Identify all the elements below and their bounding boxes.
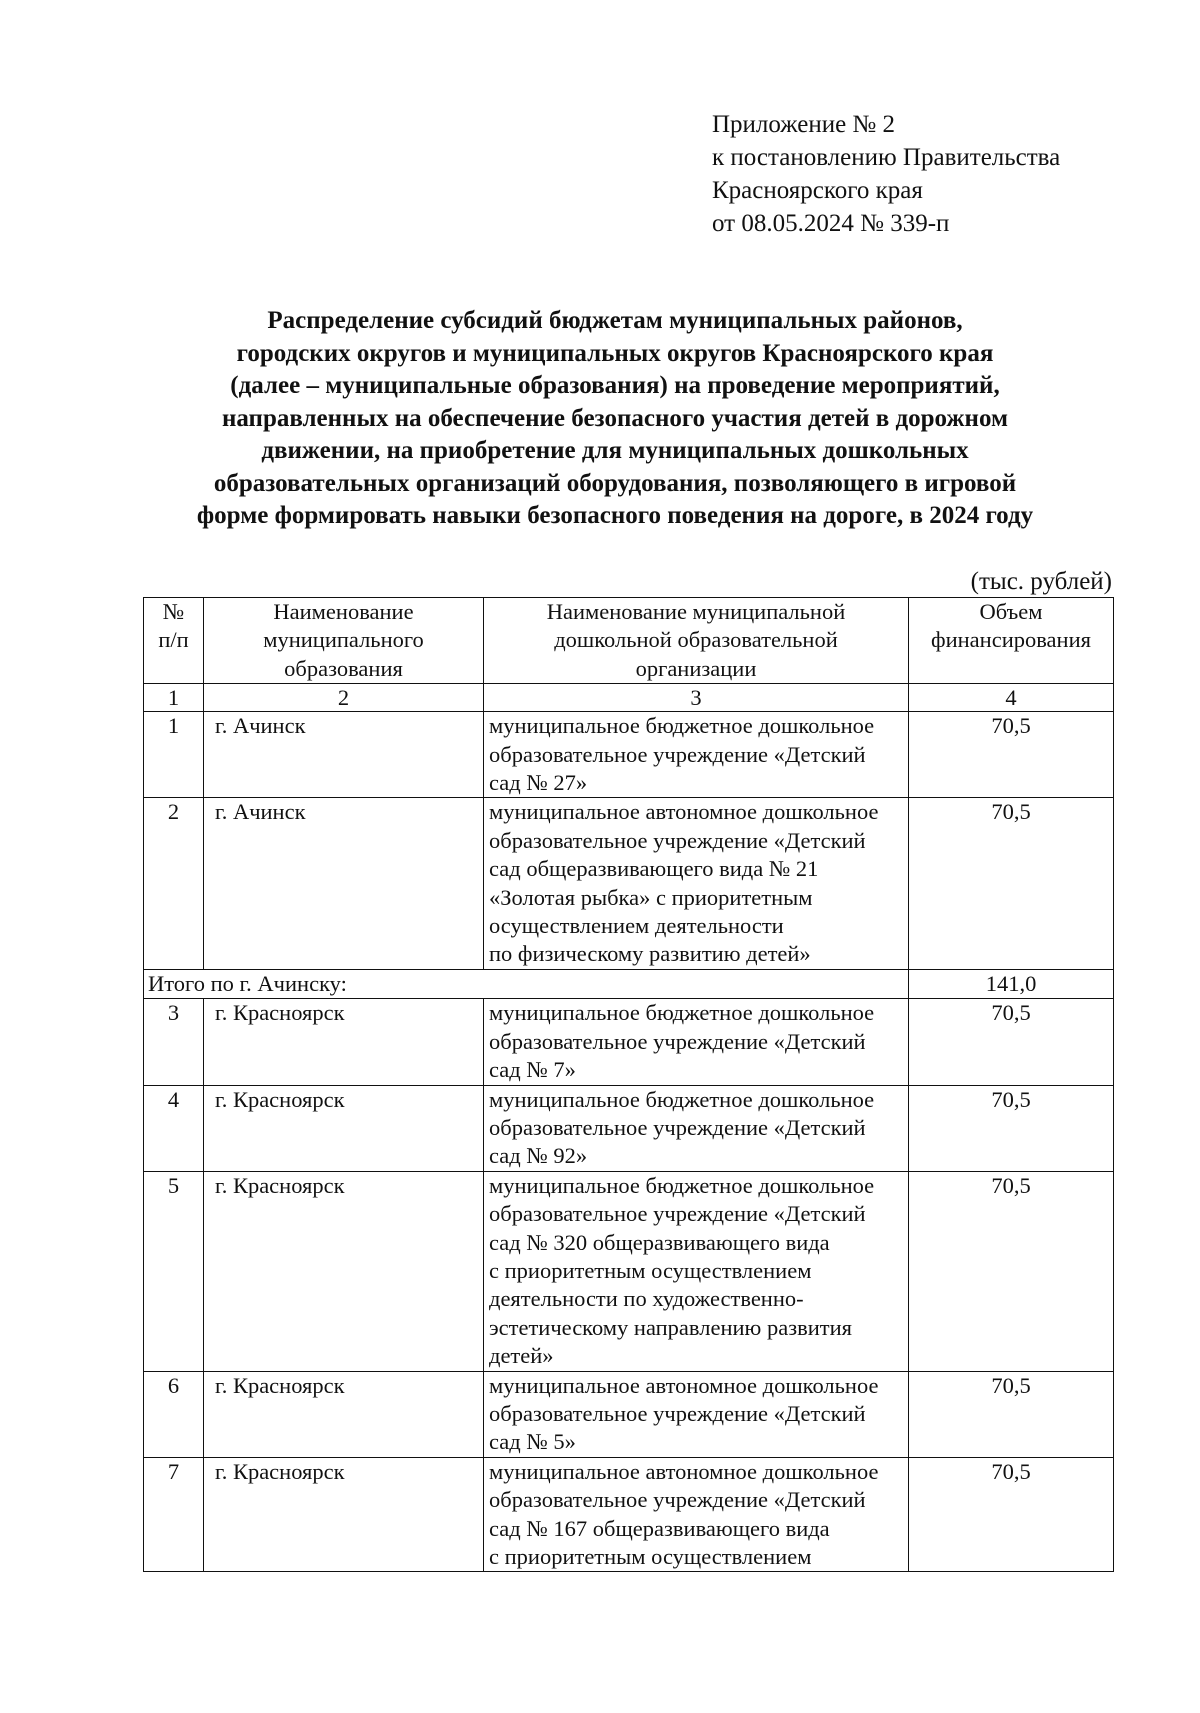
organization-line: образовательное учреждение «Детский [489,1114,866,1140]
units-label: (тыс. рублей) [970,568,1112,595]
table-row [144,1457,1114,1572]
subtotal-row [144,969,1114,998]
annex-line: Красноярского края [712,177,923,204]
organization-line: «Золотая рыбка» с приоритетным [489,884,813,910]
title-line: образовательных организаций оборудования, позволяющего в игровой [213,469,1017,497]
annex-line: к постановлению Правительства [712,144,1061,171]
table-row [144,712,1114,798]
municipality-name: г. Ачинск [204,712,484,798]
title-line: городских округов и муниципальных округов Красноярского края [236,339,994,367]
row-number: 3 [144,999,204,1085]
annex-line: Приложение № 2 [712,111,896,138]
organization-line: образовательное учреждение «Детский [489,1028,866,1054]
organization-line: образовательное учреждение «Детский [489,827,866,853]
organization-line: с приоритетным осуществлением [489,1544,812,1569]
organization-line: сад общеразвивающего вида № 21 [489,856,819,882]
organization-line: по физическому развитию детей» [489,941,811,967]
municipality-name: г. Красноярск [204,1457,484,1572]
annex-block [712,108,1060,240]
organization-line: сад № 5» [489,1429,576,1455]
header-line: № [162,599,185,624]
document-title [120,305,1110,533]
municipality-name: г. Ачинск [204,798,484,969]
organization-line: с приоритетным осуществлением [489,1257,812,1283]
organization-name [484,1085,909,1171]
financing-amount: 70,5 [909,1085,1114,1171]
column-number-row [144,684,1114,712]
organization-line: осуществлением деятельности [489,913,784,939]
header-line: п/п [158,627,189,653]
organization-line: эстетическому направлению развития [489,1314,852,1340]
header-cell-amount [909,598,1114,684]
organization-name [484,1371,909,1457]
table-header-row [144,598,1114,684]
title-line: (далее – муниципальные образования) на проведение мероприятий, [230,372,1000,399]
organization-line: муниципальное автономное дошкольное [489,1458,879,1484]
header-line: Наименование [273,599,414,624]
table-row [144,1171,1114,1371]
financing-amount: 70,5 [909,798,1114,969]
header-line: Наименование муниципальной [546,599,846,624]
row-number: 4 [144,1085,204,1171]
header-cell-municipality [204,598,484,684]
subtotal-label: Итого по г. Ачинску: [144,969,909,998]
organization-name [484,1457,909,1572]
municipality-name: г. Красноярск [204,1085,484,1171]
header-line: организации [635,655,757,681]
organization-line: сад № 92» [489,1143,588,1169]
header-line: финансирования [931,627,1091,653]
row-number: 7 [144,1457,204,1572]
organization-line: муниципальное бюджетное дошкольное [489,1172,875,1198]
organization-line: муниципальное автономное дошкольное [489,799,879,825]
organization-line: сад № 167 общеразвивающего вида [489,1515,830,1541]
organization-name [484,798,909,969]
subtotal-amount: 141,0 [909,969,1114,998]
title-line: движении, на приобретение для муниципальных дошкольных [261,437,969,464]
organization-line: образовательное учреждение «Детский [489,1487,866,1513]
financing-amount: 70,5 [909,1171,1114,1371]
column-number-cell: 2 [204,684,484,712]
row-number: 6 [144,1371,204,1457]
table-row [144,1371,1114,1457]
title-line: направленных на обеспечение безопасного участия детей в дорожном [221,404,1009,432]
organization-line: сад № 7» [489,1057,576,1083]
column-number-cell: 1 [144,684,204,712]
organization-line: образовательное учреждение «Детский [489,1400,866,1426]
organization-name [484,999,909,1085]
title-line: форме формировать навыки безопасного поведения на дороге, в 2024 году [196,502,1034,529]
municipality-name: г. Красноярск [204,1371,484,1457]
organization-line: образовательное учреждение «Детский [489,741,866,767]
organization-line: детей» [489,1343,554,1369]
organization-line: деятельности по художественно- [489,1286,804,1312]
title-line: Распределение субсидий бюджетам муниципальных районов, [267,307,963,334]
row-number: 5 [144,1171,204,1371]
financing-amount: 70,5 [909,1457,1114,1572]
municipality-name: г. Красноярск [204,1171,484,1371]
municipality-name: г. Красноярск [204,999,484,1085]
organization-name [484,712,909,798]
financing-amount: 70,5 [909,999,1114,1085]
organization-line: образовательное учреждение «Детский [489,1201,866,1227]
financing-amount: 70,5 [909,1371,1114,1457]
table-row [144,798,1114,969]
table-row [144,999,1114,1085]
column-number-cell: 4 [909,684,1114,712]
annex-line: от 08.05.2024 № 339-п [712,210,950,237]
header-cell-number [144,598,204,684]
organization-name [484,1171,909,1371]
organization-line: муниципальное автономное дошкольное [489,1372,879,1398]
header-line: дошкольной образовательной [554,627,838,653]
header-line: муниципального [263,627,424,653]
organization-line: муниципальное бюджетное дошкольное [489,1000,875,1026]
organization-line: муниципальное бюджетное дошкольное [489,1086,875,1112]
financing-amount: 70,5 [909,712,1114,798]
column-number-cell: 3 [484,684,909,712]
row-number: 2 [144,798,204,969]
subsidy-table [143,597,1114,1572]
row-number: 1 [144,712,204,798]
organization-line: сад № 27» [489,770,588,796]
organization-line: сад № 320 общеразвивающего вида [489,1229,830,1255]
organization-line: муниципальное бюджетное дошкольное [489,713,875,739]
table-row [144,1085,1114,1171]
header-line: Объем [979,599,1043,624]
table-body [144,598,1114,1572]
header-line: образования [284,655,403,681]
header-cell-organization [484,598,909,684]
